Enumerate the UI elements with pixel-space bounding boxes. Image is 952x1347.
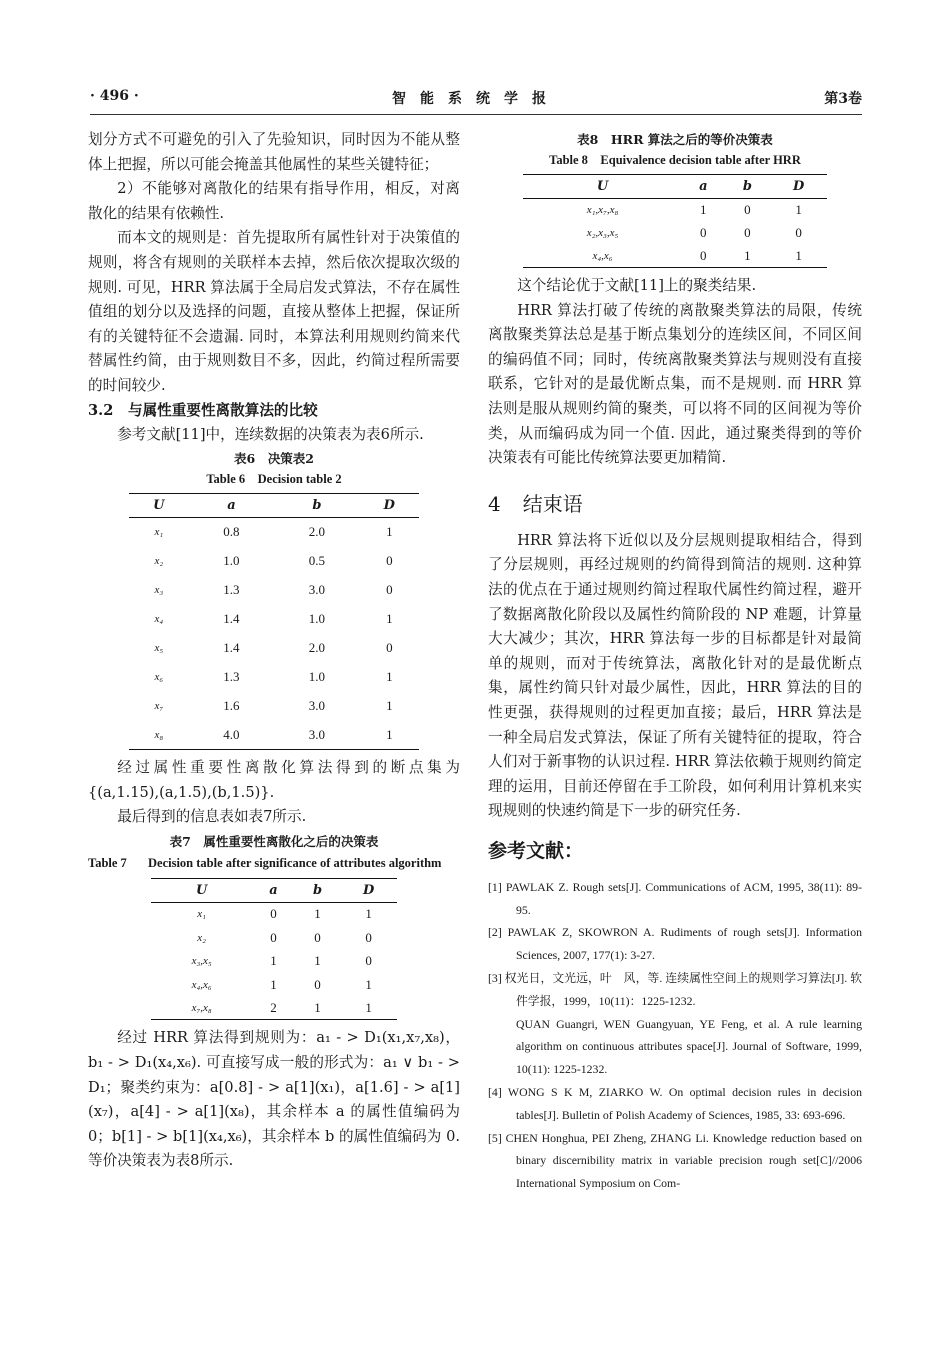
table-cell: 0 [365,953,372,969]
table-cell: 3.0 [274,721,359,750]
table-row [151,973,397,997]
table-cell: 1.0 [308,611,326,627]
table-cell: x₂ [154,555,164,568]
table-row [129,547,419,576]
table-cell: 1 [386,698,393,714]
table-cell: 1 [360,721,419,750]
table-header: b [725,175,771,199]
table-cell: 0 [270,929,277,945]
table-cell: 2 [252,996,294,1020]
table-row [129,634,419,663]
paragraph: 2）不能够对离散化的结果有指导作用，相反，对离散化的结果有依赖性. [88,180,460,222]
table-header: b [295,878,341,902]
paragraph: 划分方式不可避免的引入了先验知识，同时因为不能从整体上把握，所以可能会掩盖其他属性的某些关键特征； [88,131,460,173]
table-cell: x₇ [154,700,164,713]
table-8 [523,174,827,268]
table-cell: 1.4 [223,611,240,627]
table-cell: x₄,x₆ [523,245,682,268]
section-title: 结束语 [522,491,583,516]
header-rule [90,114,862,115]
table-cell: 1 [725,245,771,268]
table-cell: 0 [386,582,393,598]
table-cell: 1 [770,245,827,268]
paragraph: 经过 HRR 算法得到规则为：a₁ - > D₁(x₁,x₇,x₈)，b₁ - > D₁(x₄,x₆). 可直接写成一般的形式为：a₁ ∨ b₁ - > D₁；聚类约束为：a[0.8] - > a[1](x₁)，a[1.6] - > a[1](x₇)，a[4] - > a[1](x₈)，其余样本 a 的属性值编码为 0；b[1] - > b[1](x₄,x₆)，其余样本 b 的属性值编码为 0. 等价决策表为表8所示. [88,1029,460,1170]
table-cell: 0 [365,929,372,945]
table-row [129,605,419,634]
table-cell: x₃ [154,584,164,597]
table-cell: 1 [700,202,707,218]
table-cell: 1.4 [223,640,240,656]
table-cell: 1 [365,906,372,922]
reference-item: QUAN Guangri, WEN Guangyuan, YE Feng, et al. A rule learning algorithm on continuous attributes space[J]. Journal of Software, 1999, 10(11): 1225-1232. [516,1016,862,1077]
running-header [90,88,862,112]
table-header: D [360,494,419,518]
table-cell: 0 [314,929,321,945]
table-cell: 1.3 [223,582,240,598]
paragraph: 这个结论优于文献[11]上的聚类结果. [517,277,757,294]
paragraph: 经过属性重要性离散化算法得到的断点集为{(a,1.15),(a,1.5),(b,1.5)}. [88,759,460,801]
paragraph: HRR 算法将下近似以及分层规则提取相结合，得到了分层规则，再经过规则的约简得到简洁的规则. 这种算法的优点在于通过规则约简过程取代属性约简过程，避开了数据离散化阶段以及属性约简阶段的 NP 难题，计算量大大减少；其次，HRR 算法每一步的目标都是针对最简单的规则，而对于传统算法，离散化针对的是最优断点集，属性约简只针对最少属性，因此，HRR 算法的目的性更强，获得规则的过程更加直接；最后，HRR 算法是一种全局启发式算法，保证了所有关键特征的提取，符合人们对于新事物的认识过程. HRR 算法依赖于规则约简定理的运用，目前还停留在手工阶段，如何利用计算机来实现规则的快速约简是下一步的研究任务. [488,531,862,820]
table-row [151,926,397,950]
table-cell: x₆ [154,671,164,684]
table-header: U [523,175,682,199]
table6-caption-cn: 表6 决策表2 [234,451,314,467]
table-cell: 1 [295,996,341,1020]
table-row [523,222,827,245]
table-cell: 0.5 [308,553,326,569]
table-row [129,692,419,721]
table-cell: 1.0 [223,553,240,569]
left-column [88,128,460,1174]
table-row [523,245,827,268]
right-column [488,128,862,1195]
journal-title: 智能系统学报 [392,91,560,107]
table-header: U [129,494,189,518]
volume-label: 第3卷 [824,91,862,107]
table-header: D [340,878,397,902]
table-header: a [252,878,294,902]
reference-item: [4] WONG S K M, ZIARKO W. On optimal decision rules in decision tables[J]. Bulletin of Polish Academy of Sciences, 1985, 33: 693-696. [488,1085,862,1122]
table-cell: 0 [270,906,277,922]
table-cell: 0 [682,245,724,268]
table-cell: 0.8 [223,524,240,540]
table8-caption-en: Table 8 Equivalence decision table after HRR [549,153,801,167]
table-7 [151,878,397,1021]
table-row [151,996,397,1020]
table-cell: 1.3 [223,669,240,685]
table-cell: 1 [386,524,393,540]
table-cell: 1 [795,202,802,218]
table-header: a [189,494,274,518]
section-heading-3-2: 3.2 与属性重要性离散算法的比较 [88,401,318,419]
table-cell: 3.0 [308,582,326,598]
reference-item: [2] PAWLAK Z, SKOWRON A. Rudiments of rough sets[J]. Information Sciences, 2007, 177(1): 3-27. [488,925,862,963]
table-row [523,199,827,222]
paragraph: HRR 算法打破了传统的离散聚类算法的局限，传统离散聚类算法总是基于断点集划分的连续区间，不同区间的编码值不同；同时，传统离散聚类算法与规则没有直接联系，它针对的是最优断点集，而不是规则. 而 HRR 算法则是服从规则约简的聚类，可以将不同的区间视为等价类，从而编码成为同一个值. 因此，通过聚类得到的等价决策表有可能比传统算法要更加精简. [488,301,862,467]
section-number: 4 [488,491,501,516]
table-cell: 2.0 [308,524,326,540]
reference-item: [5] CHEN Honghua, PEI Zheng, ZHANG Li. Knowledge reduction based on binary discernibility matrix in variable precision rough set[C]//2006 International Symposium on Com- [488,1130,862,1191]
table-cell: 1.6 [223,698,240,714]
table-cell: x₄,x₆ [191,978,212,991]
table-row [151,902,397,926]
paragraph: 参考文献[11]中，连续数据的决策表为表6所示. [117,425,424,443]
table-cell: 2.0 [308,640,326,656]
table-cell: x₃,x₅ [191,955,212,968]
table-cell: 0 [386,553,393,569]
table-row [129,576,419,605]
table6-caption-en: Table 6 Decision table 2 [206,472,342,487]
table-cell: 1.0 [308,669,326,685]
reference-item: [3] 权光日，文光远，叶 风，等. 连续属性空间上的规则学习算法[J]. 软件学报，1999，10(11)：1225-1232. [488,971,862,1008]
table-cell: x₁ [154,526,164,539]
table-cell: 1 [386,669,393,685]
table-cell: x₅ [154,642,164,655]
table-cell: x₁ [197,908,206,921]
table-row [129,518,419,547]
table-header: D [770,175,827,199]
table-cell: x₁,x₇,x₈ [586,204,619,217]
paragraph: 而本文的规则是：首先提取所有属性针对于决策值的规则，将含有规则的关联样本去掉，然后依次提取次级的规则. 可见，HRR 算法属于全局启发式算法，不存在属性值组的划分以及选择的问题，直接从整体上把握，保证所有的关键特征不会遗漏. 同时，本算法利用规则约简来代替属性约简，由于规则数目不多，因此，约简过程所需要的时间较少. [88,229,460,394]
table-cell: 0 [795,225,802,240]
table-cell: 3.0 [308,698,326,714]
table-cell: x₈ [129,721,189,750]
table8-caption-cn: 表8 HRR 算法之后的等价决策表 [577,132,773,147]
table-cell: 4.0 [189,721,274,750]
references-heading: 参考文献： [488,839,584,862]
table-row [129,721,419,750]
paragraph: 最后得到的信息表如表7所示. [117,808,307,826]
table-6 [129,493,419,750]
table-row [151,949,397,973]
table-cell: 1 [314,906,321,922]
table7-title: Decision table after significance of attributes algorithm [148,855,442,870]
table-cell: 0 [314,976,321,992]
page-number: · 496 · [90,88,139,104]
table-header: U [151,878,252,902]
table-cell: x₂ [197,931,206,944]
table7-caption-en [88,852,460,874]
table-cell: 1 [386,611,393,627]
table7-caption-cn: 表7 属性重要性离散化之后的决策表 [169,833,379,849]
reference-item: [1] PAWLAK Z. Rough sets[J]. Communications of ACM, 1995, 38(11): 89-95. [488,879,862,917]
table7-label: Table 7 [88,855,127,870]
table-cell: 1 [270,976,277,992]
table-cell: 0 [744,202,751,218]
section-heading-4 [488,489,862,519]
table-header: a [682,175,724,199]
table-cell: 1 [314,953,321,969]
reference-list [488,876,862,1195]
table-cell: 0 [744,225,751,240]
table-cell: x₄ [154,613,164,626]
table-cell: 0 [386,640,393,656]
table-cell: 1 [270,953,277,969]
table-cell: 0 [700,225,707,240]
table-cell: x₇,x₈ [151,996,252,1020]
table-header: b [274,494,359,518]
table-row [129,663,419,692]
table-cell: 1 [340,996,397,1020]
table-cell: x₂,x₃,x₅ [586,227,619,239]
table-cell: 1 [365,976,372,992]
